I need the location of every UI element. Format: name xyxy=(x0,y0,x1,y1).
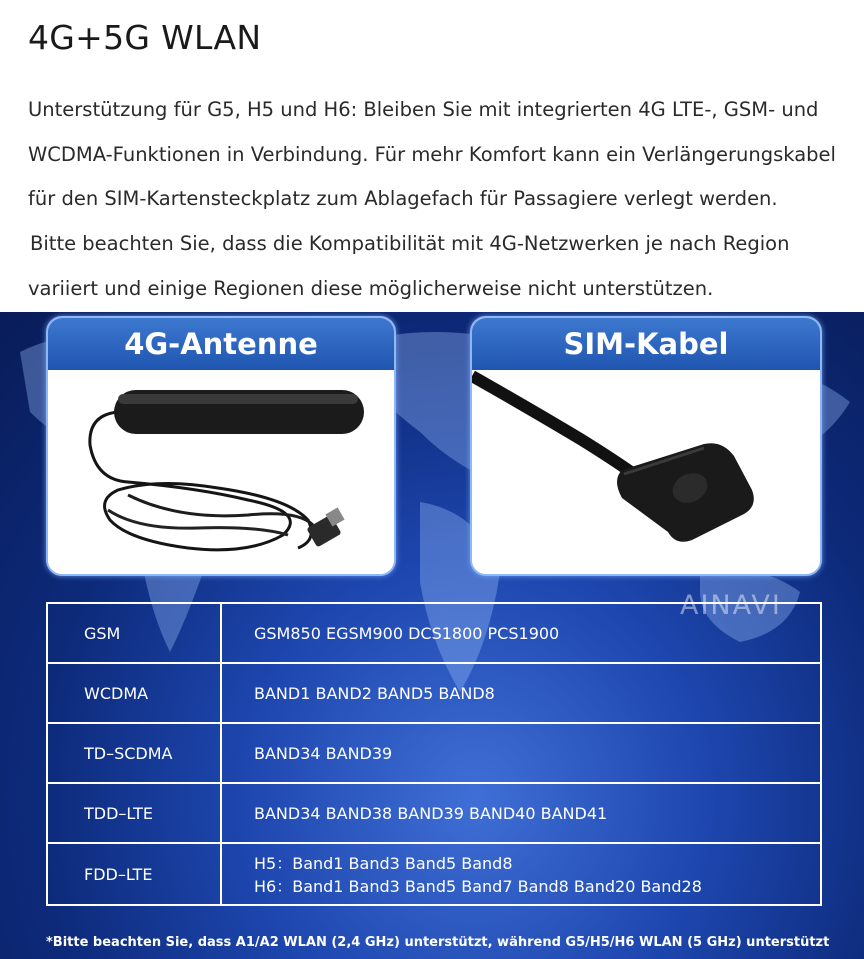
table-row xyxy=(47,843,821,905)
band-type-cell: GSM xyxy=(47,603,221,663)
band-values-cell xyxy=(221,843,821,905)
sim-cable-image xyxy=(472,370,820,574)
description-line-1: Unterstützung für G5, H5 und H6: Bleiben Sie mit integrierten 4G LTE-, GSM- und xyxy=(28,98,819,121)
wlan-footnote: *Bitte beachten Sie, dass A1/A2 WLAN (2,4 GHz) unterstützt, während G5/H5/H6 WLAN (5 GHz) unterstützt xyxy=(46,935,830,950)
antenna-card-title: 4G-Antenne xyxy=(48,318,394,370)
band-values-cell: BAND34 BAND38 BAND39 BAND40 BAND41 xyxy=(221,783,821,843)
table-row xyxy=(47,723,821,783)
intro-section xyxy=(0,0,864,312)
description-line-3: für den SIM-Kartensteckplatz zum Ablagefach für Passagiere verlegt werden. xyxy=(28,187,778,210)
description-line-4: Bitte beachten Sie, dass die Kompatibilität mit 4G-Netzwerken je nach Region xyxy=(30,232,790,255)
table-row xyxy=(47,783,821,843)
page-title: 4G+5G WLAN xyxy=(28,18,262,57)
sim-cable-card xyxy=(470,316,822,576)
antenna-image xyxy=(48,370,394,574)
description-line-5: variiert und einige Regionen diese möglicherweise nicht unterstützen. xyxy=(28,277,714,300)
table-row xyxy=(47,663,821,723)
band-type-cell: TD–SCDMA xyxy=(47,723,221,783)
table-row xyxy=(47,603,821,663)
band-values-cell: BAND1 BAND2 BAND5 BAND8 xyxy=(221,663,821,723)
band-values-cell: GSM850 EGSM900 DCS1800 PCS1900 xyxy=(221,603,821,663)
band-values-cell: BAND34 BAND39 xyxy=(221,723,821,783)
band-type-cell: FDD–LTE xyxy=(47,843,221,905)
fdd-h6-bands: H6：Band1 Band3 Band5 Band7 Band8 Band20 Band28 xyxy=(254,877,702,896)
brand-watermark: AINAVI xyxy=(680,590,782,621)
fdd-h5-bands: H5：Band1 Band3 Band5 Band8 xyxy=(254,854,513,873)
description-line-2: WCDMA-Funktionen in Verbindung. Für mehr Komfort kann ein Verlängerungskabel xyxy=(28,143,836,166)
band-type-cell: TDD–LTE xyxy=(47,783,221,843)
frequency-band-table xyxy=(46,602,822,906)
antenna-card xyxy=(46,316,396,576)
band-type-cell: WCDMA xyxy=(47,663,221,723)
sim-cable-card-title: SIM-Kabel xyxy=(472,318,820,370)
